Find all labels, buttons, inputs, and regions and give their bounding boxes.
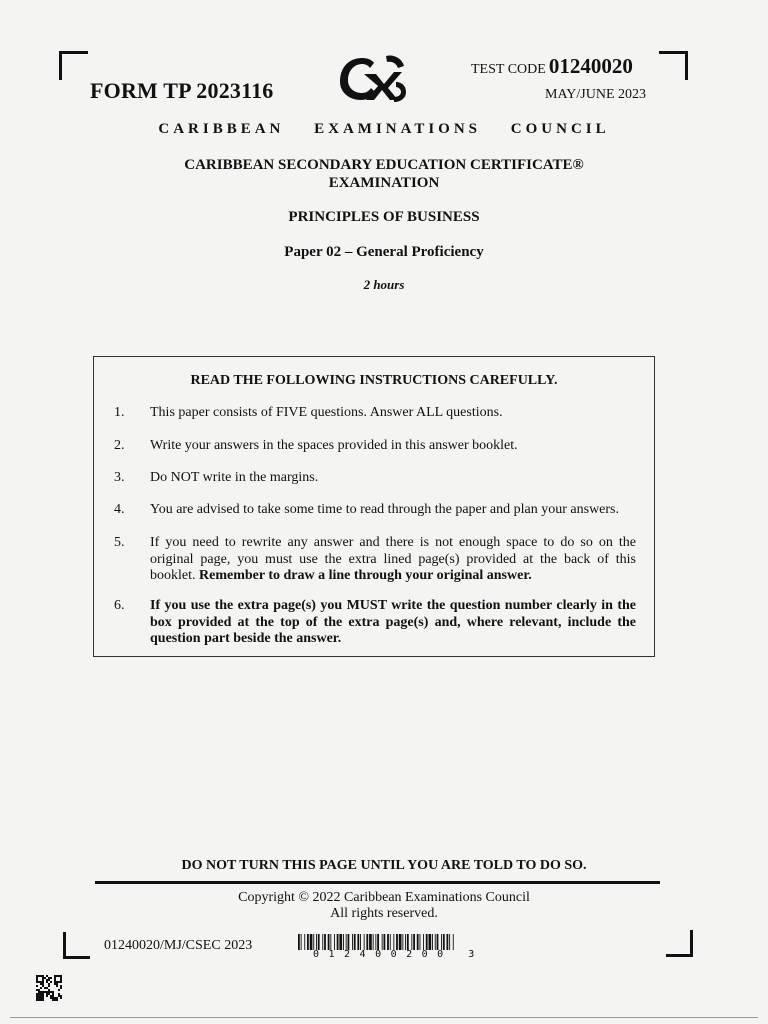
copyright-line1: Copyright © 2022 Caribbean Examinations Council [238, 890, 530, 905]
form-code: FORM TP 2023116 [90, 78, 274, 103]
page-edge-line [10, 1017, 758, 1018]
cxc-logo-icon [336, 52, 410, 104]
instruction-text-emphasis: Remember to draw a line through your original answer. [199, 568, 532, 583]
instruction-text: Do NOT write in the margins. [150, 470, 319, 485]
instructions-heading: READ THE FOLLOWING INSTRUCTIONS CAREFULLY. [190, 373, 558, 388]
subject-title: PRINCIPLES OF BUSINESS [288, 209, 480, 225]
exam-duration: 2 hours [363, 277, 405, 292]
barcode-digits: 012400200 3 [313, 949, 484, 960]
test-code [471, 54, 633, 79]
instructions-box [93, 356, 655, 657]
corner-mark-top-left [59, 51, 88, 80]
paper-title: Paper 02 – General Proficiency [284, 244, 484, 260]
instruction-number: 2. [114, 438, 125, 453]
instruction-text: You are advised to take some time to read through the paper and plan your answers. [150, 502, 620, 517]
instruction-text [150, 535, 636, 585]
instruction-text: This paper consists of FIVE questions. Answer ALL questions. [150, 405, 503, 420]
certificate-title [0, 156, 768, 192]
instruction-number: 3. [114, 470, 125, 485]
instruction-text-plain: If you need to rewrite any answer and there is not enough space to do so on the original page, you must use the extra lined page(s) provided at the back of this booklet. [150, 535, 636, 583]
instruction-text: If you use the extra page(s) you MUST write the question number clearly in the box provided at the top of the extra page(s) and, where relevant, include the question part beside the answer. [150, 598, 636, 646]
copyright-line2: All rights reserved. [330, 906, 438, 921]
exam-session: MAY/JUNE 2023 [545, 87, 646, 102]
instruction-number: 4. [114, 502, 125, 517]
council-name: CARIBBEAN EXAMINATIONS COUNCIL [158, 121, 610, 137]
instruction-number: 6. [114, 598, 125, 613]
instruction-number: 5. [114, 535, 125, 550]
test-code-label: TEST CODE [471, 62, 546, 77]
corner-mark-bottom-left [63, 932, 90, 959]
qr-code-icon [36, 975, 62, 1001]
barcode [298, 934, 455, 950]
corner-mark-top-right [659, 51, 688, 80]
certificate-title-line1: CARIBBEAN SECONDARY EDUCATION CERTIFICATE® [184, 157, 584, 173]
footer-divider [95, 881, 660, 884]
do-not-turn-warning: DO NOT TURN THIS PAGE UNTIL YOU ARE TOLD TO DO SO. [181, 858, 587, 873]
instruction-text: Write your answers in the spaces provided in this answer booklet. [150, 438, 518, 453]
qr-code [36, 975, 62, 1001]
instruction-number: 1. [114, 405, 125, 420]
corner-mark-bottom-right [666, 930, 693, 957]
test-code-value: 01240020 [548, 54, 633, 78]
certificate-title-line2: EXAMINATION [328, 175, 440, 191]
copyright-notice [0, 890, 768, 922]
cxc-logo [336, 52, 410, 104]
document-code: 01240020/MJ/CSEC 2023 [104, 938, 253, 953]
barcode-icon [298, 934, 455, 950]
